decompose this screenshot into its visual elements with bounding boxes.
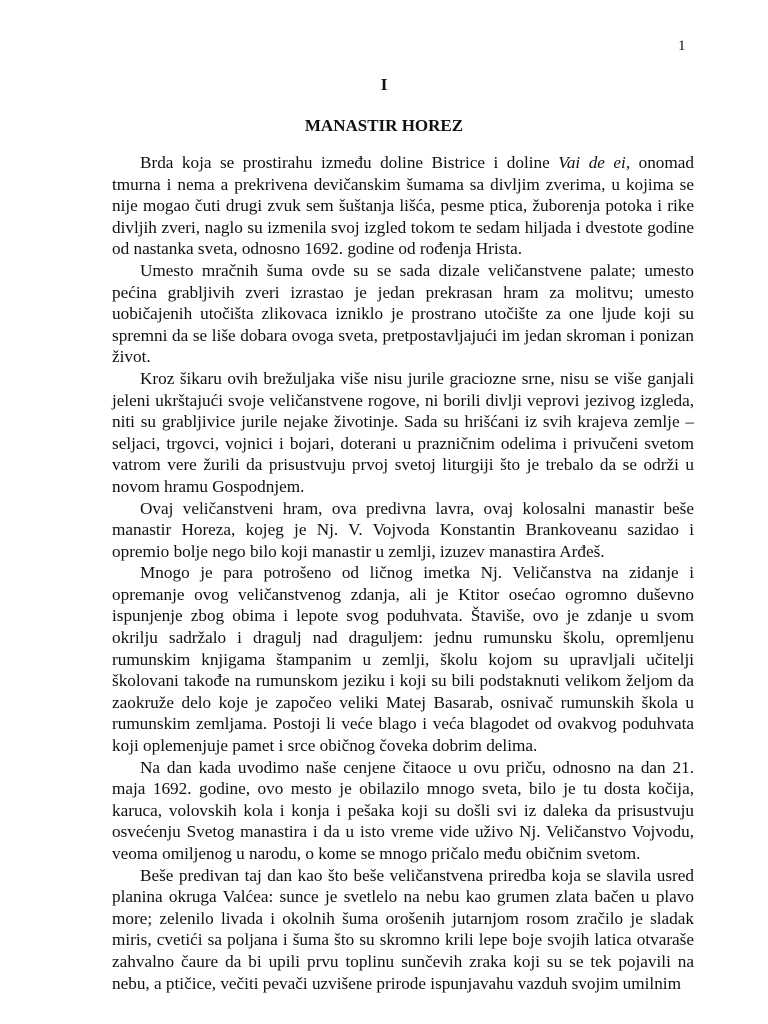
paragraph-7: Beše predivan taj dan kao što beše veličanstvena priredba koja se slavila usred planina okruga Valćea: sunce je svetlelo na nebu kao grumen zlata bačen u plavo more; zelenilo livada i okolnih šuma orošenih jutarnjom rosom zračilo je sladak miris, cvetići sa poljana i šuma što su skromno krili lepe boje svojih latica otvaraše zahvalno čaure da bi upili prvu toplinu sunčevih zraka koji su se tek pojavili na nebu, a ptičice, večiti pevači uzvišene prirode ispunjavahu vazduh svojim umilnim — [112, 865, 694, 993]
paragraph-1-italic-place-name: Vai de ei — [558, 153, 626, 172]
page-number: 1 — [678, 38, 686, 54]
chapter-title: MANASTIR HOREZ — [304, 116, 464, 135]
paragraph-1-before: Brda koja se prostirahu između doline Bistrice i doline — [140, 153, 559, 172]
body-text — [112, 152, 694, 994]
paragraph-1 — [112, 152, 694, 260]
paragraph-2: Umesto mračnih šuma ovde su se sada dizale veličanstvene palate; umesto pećina grabljivih zveri izrastao je jedan prekrasan hram za molitvu; umesto uobičajenih utočišta zlikovaca izniklo je prostrano utočište za one ljude koji su spremni da se liše dobara ovoga sveta, pretpostavljajući im jedan skroman i ponizan život. — [112, 260, 694, 367]
paragraph-6: Na dan kada uvodimo naše cenjene čitaoce u ovu priču, odnosno na dan 21. maja 1692. godine, ovo mesto je obilazilo mnogo sveta, bilo je tu dosta kočija, karuca, volovskih kola i konja i pešaka koji su došli svi iz daleka da prisustvuju osvećenju Svetog manastira i da u isto vreme vide uživo Nj. Veličanstvo Vojvodu, veoma omiljenog u narodu, o kome se mnogo pričalo među običnim svetom. — [112, 757, 694, 863]
paragraph-4: Ovaj veličanstveni hram, ova predivna lavra, ovaj kolosalni manastir beše manastir Horeza, kojeg je Nj. V. Vojvoda Konstantin Brankoveanu sazidao i opremio bolje nego bilo koji manastir u zemlji, izuzev manastira Arđeš. — [112, 498, 694, 561]
chapter-number: I — [380, 75, 388, 94]
paragraph-5: Mnogo je para potrošeno od ličnog imetka Nj. Veličanstva na zidanje i opremanje ovog veličanstvenog zdanja, ali je Ktitor osećao ogromno duševno ispunjenje zbog obima i lepote svog poduhvata. Štaviše, ovo je zdanje u svom okrilju sadržalo i dragulj nad draguljem: jednu rumunsku školu, opremljenu rumunskim knjigama štampanim u zemlji, školu kojom su upravljali učitelji školovani takođe na rumunskom jeziku i koji su bili podstaknuti velikom željom da zaokruže delo koje je započeo veliki Matej Basarab, osnivač rumunskih škola u rumunskim zemljama. Postoji li veće blago i veća blagodet od ovakvog poduhvata koji oplemenjuje pamet i srce običnog čoveka dobrim delima. — [112, 563, 694, 756]
paragraph-3: Kroz šikaru ovih brežuljaka više nisu jurile graciozne srne, nisu se više ganjali jeleni ukrštajući svoje veličanstvene rogove, ni borili divlji veprovi jezivog izgleda, niti su grabljivice jurile nejake životinje. Sada su hrišćani iz svih krajeva zemlje – seljaci, trgovci, vojnici i bojari, doterani u prazničnim odelima i privučeni svetom vatrom vere žurili da prisustvuju prvoj svetoj liturgiji što je trebalo da se održi u novom hramu Gospodnjem. — [112, 368, 694, 496]
paragraph-1-after: , onomad tmurna i nema a prekrivena devičanskim šumama sa divljim zverima, u kojima se nije mogao čuti drugi zvuk sem šuštanja lišća, pesme ptica, žuborenja potoka i rike divljih zveri, naglo su izmenila svoj izgled tokom te sedam hiljada i dvestote godine od nastanka sveta, odnosno 1692. godine od rođenja Hrista. — [112, 153, 694, 259]
